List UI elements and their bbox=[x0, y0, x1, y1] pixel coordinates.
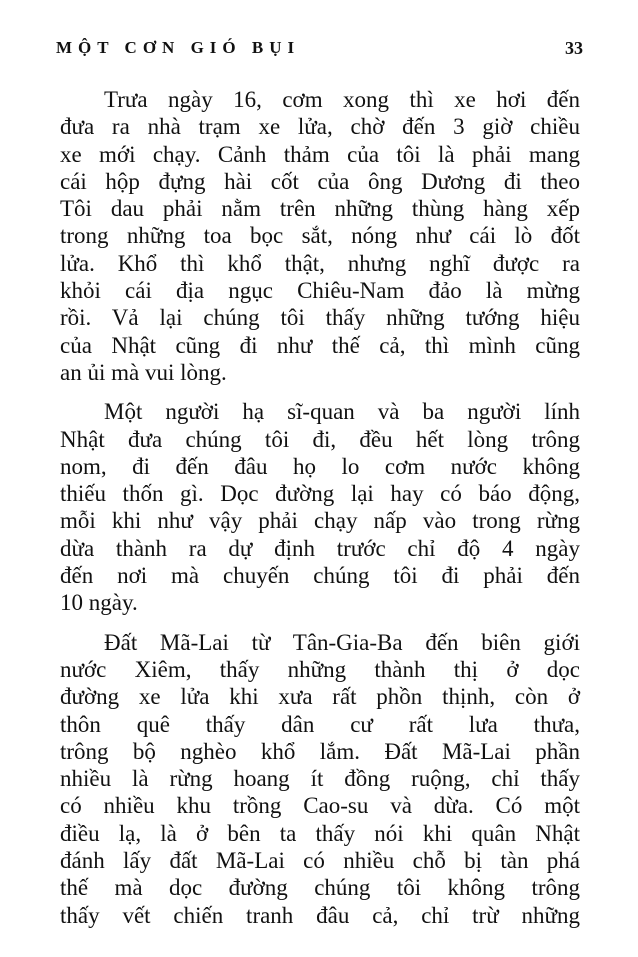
text-line: Trưa ngày 16, cơm xong thì xe hơi đến bbox=[104, 87, 580, 112]
running-header: MỘT CƠN GIÓ BỤI bbox=[56, 38, 301, 57]
page-number: 33 bbox=[565, 38, 583, 58]
text-line: nom, đi đến đâu họ lo cơm nước không bbox=[60, 453, 580, 479]
text-line: thế mà dọc đường chúng tôi không trông bbox=[60, 875, 580, 901]
text-line: xe mới chạy. Cảnh thảm của tôi là phải mang bbox=[60, 141, 580, 167]
text-line: đường xe lửa khi xưa rất phồn thịnh, còn ở bbox=[60, 684, 580, 710]
text-line: có nhiều khu trồng Cao-su và dừa. Có một bbox=[60, 793, 580, 819]
text-line: trong những toa bọc sắt, nóng như cái lò đốt bbox=[60, 223, 580, 249]
text-line: dừa thành ra dự định trước chỉ độ 4 ngày bbox=[60, 535, 580, 561]
text-line: Tôi dau phải nằm trên những thùng hàng xếp bbox=[60, 196, 580, 222]
text-line: rồi. Vả lại chúng tôi thấy những tướng hiệu bbox=[60, 305, 580, 331]
text-line: thiếu thốn gì. Dọc đường lại hay có báo động, bbox=[60, 481, 580, 507]
text-line: của Nhật cũng đi như thế cả, thì mình cũng bbox=[60, 332, 580, 358]
text-line: khỏi cái địa ngục Chiêu-Nam đảo là mừng bbox=[60, 278, 580, 304]
text-line: thôn quê thấy dân cư rất lưa thưa, bbox=[60, 711, 580, 737]
text-line: mỗi khi như vậy phải chạy nấp vào trong rừng bbox=[60, 508, 580, 534]
text-line: cái hộp đựng hài cốt của ông Dương đi theo bbox=[60, 168, 580, 194]
text-line: trông bộ nghèo khổ lắm. Đất Mã-Lai phần bbox=[60, 738, 580, 764]
body-text bbox=[60, 86, 580, 941]
text-line: nhiều là rừng hoang ít đồng ruộng, chỉ thấy bbox=[60, 766, 580, 792]
text-line: lửa. Khổ thì khổ thật, nhưng nghĩ được ra bbox=[60, 250, 580, 276]
text-line: đưa ra nhà trạm xe lửa, chờ đến 3 giờ chiều bbox=[60, 114, 580, 140]
paragraph-1 bbox=[60, 86, 580, 386]
text-line: đến nơi mà chuyến chúng tôi đi phải đến bbox=[60, 563, 580, 589]
paragraph-3 bbox=[60, 629, 580, 929]
text-line: nước Xiêm, thấy những thành thị ở dọc bbox=[60, 656, 580, 682]
text-line: điều lạ, là ở bên ta thấy nói khi quân Nhật bbox=[60, 820, 580, 846]
text-line: Nhật đưa chúng tôi đi, đều hết lòng trông bbox=[60, 426, 580, 452]
text-line: thấy vết chiến tranh đâu cả, chỉ trừ những bbox=[60, 902, 580, 928]
text-line: an ủi mà vui lòng. bbox=[60, 359, 227, 385]
paragraph-2 bbox=[60, 398, 580, 616]
text-line: 10 ngày. bbox=[60, 590, 138, 616]
text-line: Đất Mã-Lai từ Tân-Gia-Ba đến biên giới bbox=[104, 629, 580, 655]
text-line: đánh lấy đất Mã-Lai có nhiều chỗ bị tàn phá bbox=[60, 848, 580, 874]
text-line: Một người hạ sĩ-quan và ba người lính bbox=[104, 399, 580, 425]
